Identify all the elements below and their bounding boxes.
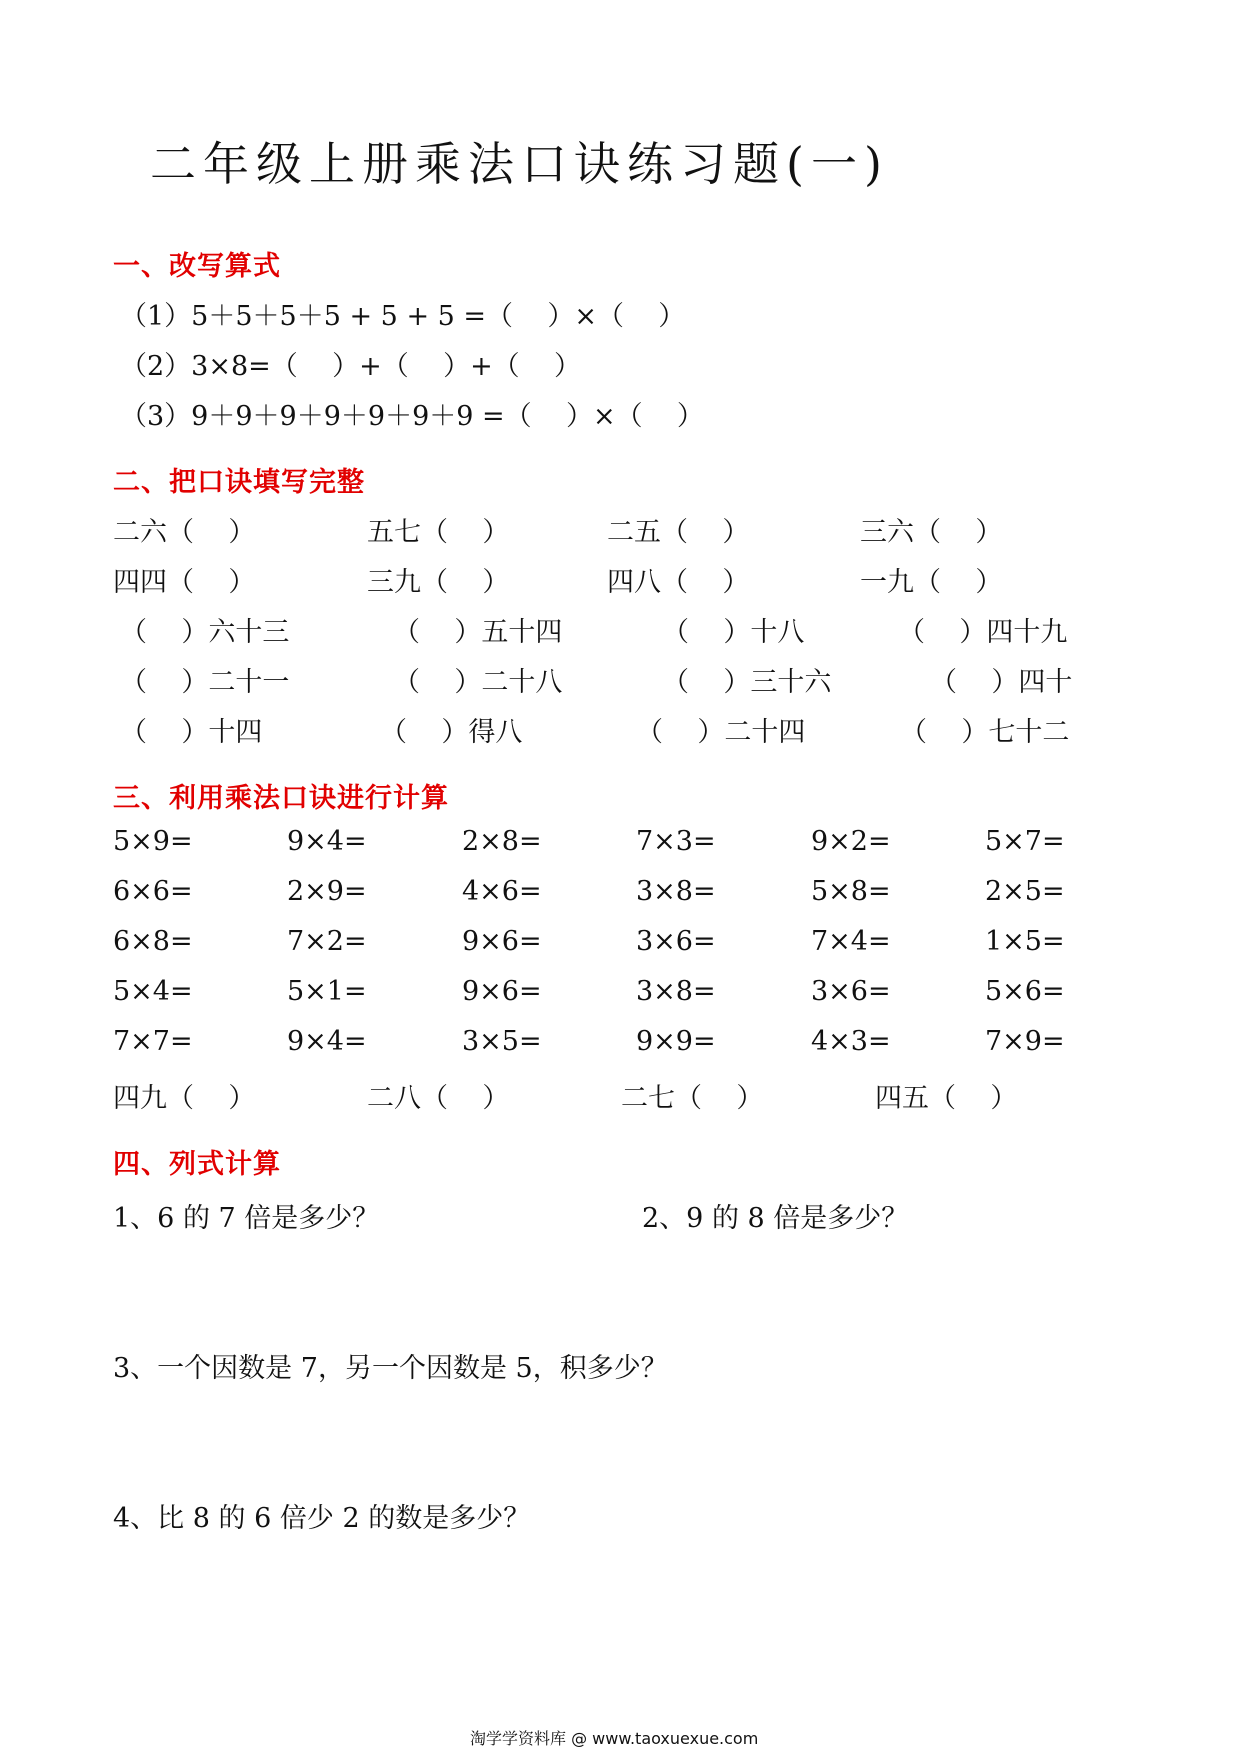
rhyme-item: 三六（ ） [860, 517, 1003, 548]
calc-item: 1×5= [985, 926, 1065, 957]
calc-item: 3×8= [636, 976, 716, 1007]
rhyme-item: （ ）十八 [662, 617, 805, 648]
calc-item: 5×6= [985, 976, 1065, 1007]
rhyme-item: （ ）七十二 [900, 717, 1070, 748]
calc-item: 7×3= [636, 826, 716, 857]
rhyme-item: 二八（ ） [367, 1083, 510, 1114]
calc-item: 9×4= [287, 826, 367, 857]
rhyme-item: （ ）二十八 [393, 667, 563, 698]
rhyme-item: 一九（ ） [860, 567, 1003, 598]
calc-item: 4×6= [462, 876, 542, 907]
calc-item: 2×8= [462, 826, 542, 857]
rhyme-item: 四五（ ） [875, 1083, 1018, 1114]
rhyme-item: （ ）六十三 [120, 617, 290, 648]
calc-item: 9×9= [636, 1026, 716, 1057]
section-heading-rewrite: 一、改写算式 [113, 251, 281, 282]
calc-item: 9×6= [462, 926, 542, 957]
calc-item: 2×9= [287, 876, 367, 907]
rhyme-item: 二五（ ） [607, 517, 750, 548]
rhyme-item: 四八（ ） [607, 567, 750, 598]
calc-item: 5×9= [113, 826, 193, 857]
rhyme-item: 四九（ ） [113, 1083, 256, 1114]
calc-item: 3×5= [462, 1026, 542, 1057]
calc-item: 3×6= [636, 926, 716, 957]
word-problem-1: 1、6 的 7 倍是多少？ [113, 1203, 380, 1234]
calc-item: 9×4= [287, 1026, 367, 1057]
calc-item: 7×4= [811, 926, 891, 957]
rhyme-item: 五七（ ） [367, 517, 510, 548]
rhyme-item: （ ）五十四 [393, 617, 563, 648]
calc-item: 7×9= [985, 1026, 1065, 1057]
rhyme-item: 二六（ ） [113, 517, 256, 548]
rhyme-item: （ ）四十 [930, 667, 1073, 698]
calc-item: 5×4= [113, 976, 193, 1007]
rhyme-item: （ ）三十六 [662, 667, 832, 698]
word-problem-2: 2、9 的 8 倍是多少？ [642, 1203, 909, 1234]
calc-item: 7×2= [287, 926, 367, 957]
rhyme-item: 四四（ ） [113, 567, 256, 598]
calc-item: 3×6= [811, 976, 891, 1007]
rhyme-item: （ ）二十一 [120, 667, 290, 698]
calc-item: 6×6= [113, 876, 193, 907]
rhyme-item: 二七（ ） [621, 1083, 764, 1114]
page-title: 二年级上册乘法口诀练习题(一) [150, 137, 889, 191]
rhyme-item: 三九（ ） [367, 567, 510, 598]
calc-item: 5×7= [985, 826, 1065, 857]
calc-item: 5×8= [811, 876, 891, 907]
rewrite-line-1: （1）5＋5＋5＋5 + 5 + 5 =（ ）×（ ） [120, 301, 686, 332]
section-heading-word-problems: 四、列式计算 [113, 1149, 281, 1180]
calc-item: 5×1= [287, 976, 367, 1007]
calc-item: 4×3= [811, 1026, 891, 1057]
rewrite-line-2: （2）3×8=（ ）+（ ）+（ ） [120, 351, 582, 382]
calc-item: 3×8= [636, 876, 716, 907]
rhyme-item: （ ）四十九 [898, 617, 1068, 648]
calc-item: 7×7= [113, 1026, 193, 1057]
rhyme-item: （ ）得八 [380, 717, 523, 748]
calc-item: 9×2= [811, 826, 891, 857]
rhyme-item: （ ）二十四 [636, 717, 806, 748]
word-problem-3: 3、一个因数是 7，另一个因数是 5，积多少？ [113, 1353, 668, 1384]
word-problem-4: 4、比 8 的 6 倍少 2 的数是多少？ [113, 1503, 531, 1534]
calc-item: 6×8= [113, 926, 193, 957]
footer-watermark: 淘学学资料库 @ www.taoxuexue.com [470, 1729, 759, 1748]
calc-item: 2×5= [985, 876, 1065, 907]
rewrite-line-3: （3）9＋9＋9＋9＋9＋9＋9 =（ ）×（ ） [120, 401, 704, 432]
section-heading-calculate: 三、利用乘法口诀进行计算 [113, 783, 449, 814]
rhyme-item: （ ）十四 [120, 717, 263, 748]
calc-item: 9×6= [462, 976, 542, 1007]
section-heading-complete-rhymes: 二、把口诀填写完整 [113, 467, 365, 498]
